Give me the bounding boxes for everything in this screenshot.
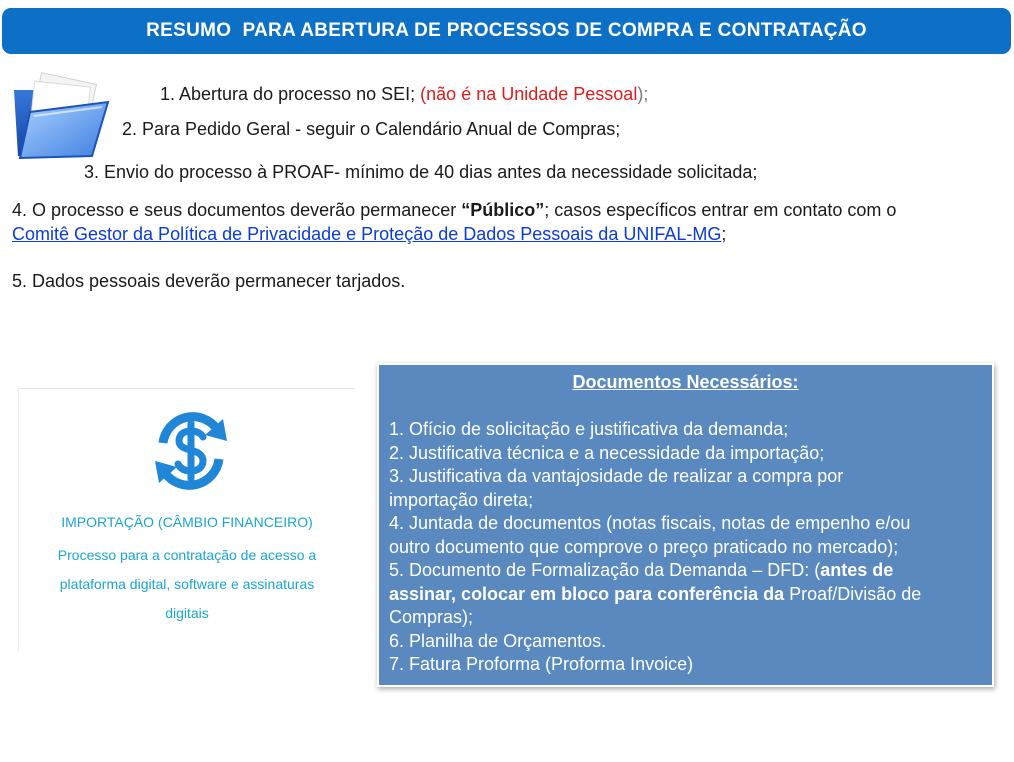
step-3: 3. Envio do processo à PROAF- mínimo de 40 dias antes da necessidade solicitada; xyxy=(84,162,758,182)
documents-heading: Documentos Necessários: xyxy=(572,372,799,392)
document-item: 4. Juntada de documentos (notas fiscais, notas de empenho e/ou xyxy=(389,513,911,533)
title-banner xyxy=(2,8,1011,54)
privacy-committee-link[interactable]: Comitê Gestor da Política de Privacidade e Proteção de Dados Pessoais da UNIFAL-MG xyxy=(12,224,722,244)
step-1 xyxy=(160,83,648,105)
document-item: 3. Justificativa da vantajosidade de realizar a compra por xyxy=(389,466,844,486)
doc5-post: Proaf/Divisão de xyxy=(784,583,922,604)
importacao-card xyxy=(18,388,355,651)
banner-title: RESUMO PARA ABERTURA DE PROCESSOS DE COMPRA E CONTRATAÇÃO xyxy=(146,20,867,41)
folder-icon xyxy=(8,72,112,164)
document-item: importação direta; xyxy=(389,489,534,510)
step-2: 2. Para Pedido Geral - seguir o Calendário Anual de Compras; xyxy=(122,119,621,139)
doc5-bold-2: assinar, colocar em bloco para conferência da xyxy=(389,583,785,604)
card-title: IMPORTAÇÃO (CÂMBIO FINANCEIRO) xyxy=(61,514,313,530)
document-item xyxy=(389,583,982,607)
card-description-line: plataforma digital, software e assinaturas xyxy=(59,576,315,592)
step-4 xyxy=(12,199,896,221)
document-item: 6. Planilha de Orçamentos. xyxy=(389,630,607,651)
doc5-pre: 5. Documento de Formalização da Demanda – DFD: ( xyxy=(389,560,821,580)
step-5: 5. Dados pessoais deverão permanecer tarjados. xyxy=(12,271,406,291)
step-4-link-line xyxy=(12,223,726,245)
step-4-bold: “Público” xyxy=(461,200,545,220)
step-4-after: ; casos específicos entrar em contato com o xyxy=(544,200,897,220)
step-1-note: não é na Unidade Pessoal xyxy=(426,84,638,104)
doc5-bold-1: antes de xyxy=(820,560,894,580)
step-1-open: ( xyxy=(420,84,427,104)
step-4-before: 4. O processo e seus documentos deverão permanecer xyxy=(12,200,462,220)
step-4-end: ; xyxy=(721,224,727,244)
step-1-text: 1. Abertura do processo no SEI; xyxy=(160,84,421,104)
card-description-line: Processo para a contratação de acesso a xyxy=(57,547,317,563)
document-item: Compras); xyxy=(389,607,474,627)
document-item: 7. Fatura Proforma (Proforma Invoice) xyxy=(389,654,694,674)
document-item: 2. Justificativa técnica e a necessidade da importação; xyxy=(389,442,825,463)
required-documents-box xyxy=(377,363,994,687)
document-item: 1. Ofício de solicitação e justificativa da demanda; xyxy=(389,419,789,439)
document-item: outro documento que comprove o preço praticado no mercado); xyxy=(389,536,899,557)
dollar-exchange-icon xyxy=(143,403,239,499)
card-description xyxy=(29,541,345,628)
step-1-close: ); xyxy=(637,84,649,104)
document-item xyxy=(389,559,982,583)
card-description-line: digitais xyxy=(165,605,209,621)
